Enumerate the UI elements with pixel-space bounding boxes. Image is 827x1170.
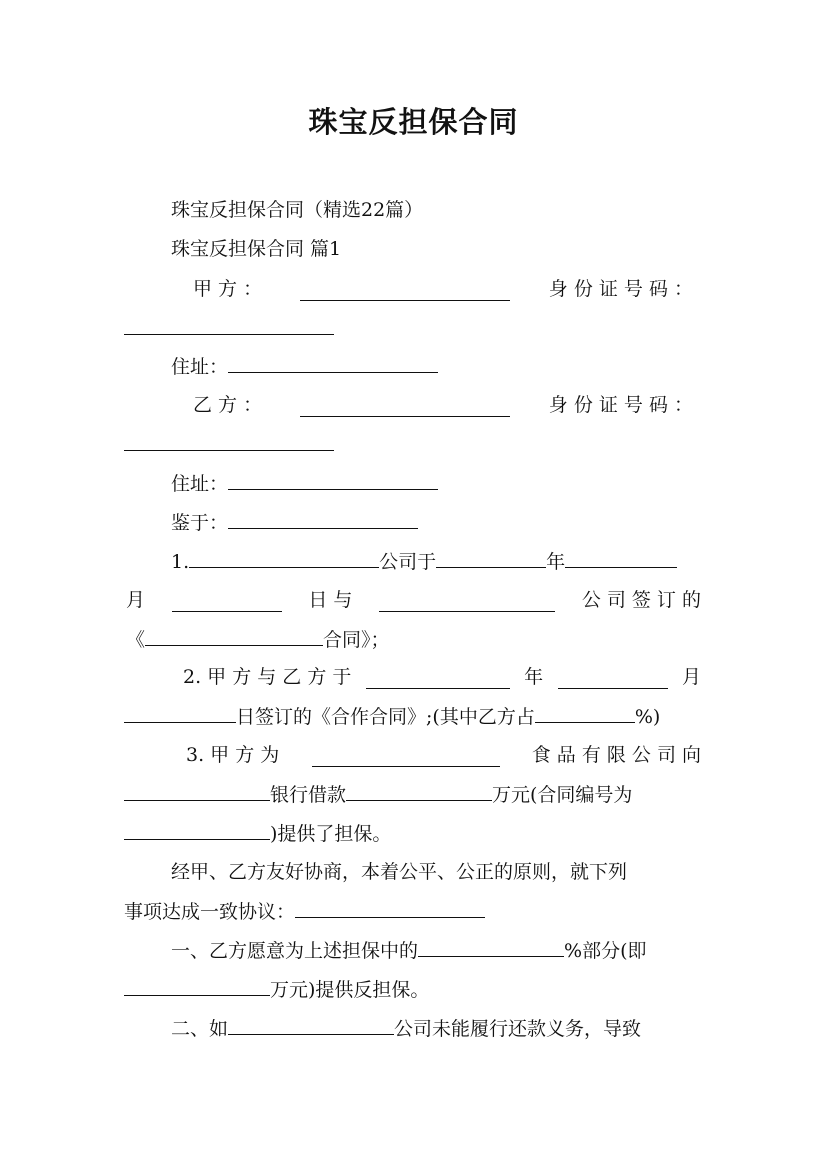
item3-bank-blank[interactable] (124, 782, 270, 801)
item1-line2 (126, 588, 701, 612)
item3-line3 (124, 821, 391, 846)
item1-month-text: 月 (126, 589, 146, 611)
party-b-address-label: 住址： (171, 473, 229, 495)
item1-year-text: 年 (546, 551, 566, 573)
item3-company-text: 食 品 有 限 公 司 向 (531, 744, 701, 766)
item1-line1 (171, 549, 677, 574)
clause1-percent-blank[interactable] (418, 938, 564, 957)
party-a-address-line (171, 354, 438, 379)
party-a-label: 甲 方 ： (193, 278, 263, 300)
item3-bank-text: 银行借款 (270, 784, 347, 806)
party-a-id-blank[interactable] (124, 316, 334, 335)
section-heading: 珠宝反担保合同 篇1 (171, 238, 342, 260)
clause2-company-blank[interactable] (228, 1016, 394, 1035)
item1-num: 1. (171, 551, 190, 573)
item2-day-blank[interactable] (124, 704, 236, 723)
party-b-name-blank[interactable] (300, 398, 510, 417)
party-a-name-blank[interactable] (300, 282, 510, 301)
item1-day-with-text: 日 与 (308, 589, 353, 611)
whereas-blank[interactable] (228, 510, 418, 529)
item2-percent-blank[interactable] (535, 704, 635, 723)
item3-company-blank[interactable] (312, 748, 500, 767)
party-a-address-label: 住址： (171, 356, 229, 378)
party-b-id-line (124, 432, 334, 457)
party-a-address-blank[interactable] (228, 354, 438, 373)
subtitle: 珠宝反担保合同（精选22篇） (171, 199, 424, 221)
item1-signed-text: 公 司 签 订 的 (581, 589, 701, 611)
clause1-line1 (171, 938, 646, 963)
item2-month-blank[interactable] (558, 670, 668, 689)
consensus-line2 (124, 899, 485, 924)
consensus-text: 事项达成一致协议： (124, 901, 296, 923)
clause2-end: 公司未能履行还款义务，导致 (394, 1018, 642, 1040)
item2-year-text: 年 (524, 666, 544, 688)
item1-open-quote: 《 (126, 629, 146, 651)
clause1-end: 万元)提供反担保。 (270, 979, 430, 1001)
item2-line2 (124, 704, 660, 729)
item2-percent-text: %) (634, 706, 661, 728)
item2-line1 (183, 665, 701, 689)
item3-text: 3. 甲 方 为 (186, 744, 280, 766)
clause2-start: 二、如 (171, 1018, 229, 1040)
item1-month-blank[interactable] (565, 549, 677, 568)
item1-day-blank[interactable] (172, 593, 282, 612)
party-a-line (193, 277, 693, 301)
clause1-start: 一、乙方愿意为上述担保中的 (171, 940, 419, 962)
item3-amount-blank[interactable] (346, 782, 492, 801)
item1-contract-blank[interactable] (145, 627, 323, 646)
consensus-blank[interactable] (295, 899, 485, 918)
document-title: 珠宝反担保合同 (308, 105, 519, 139)
item2-signed-text: 日签订的《合作合同》;(其中乙方占 (236, 706, 535, 728)
item3-end-text: )提供了担保。 (270, 823, 392, 845)
party-b-label: 乙 方 ： (193, 394, 263, 416)
clause2-line1 (171, 1016, 641, 1041)
party-b-address-blank[interactable] (228, 471, 438, 490)
whereas-line (171, 510, 418, 535)
clause1-part: %部分(即 (564, 940, 647, 962)
item1-company-text: 公司于 (379, 551, 437, 573)
item2-month-text: 月 (681, 666, 701, 688)
consensus-line1: 经甲、乙方友好协商，本着公平、公正的原则，就下列 (171, 861, 628, 883)
party-b-address-line (171, 471, 438, 496)
item1-line3 (126, 627, 390, 652)
item3-amount-text: 万元(合同编号为 (492, 784, 633, 806)
item3-line2 (124, 782, 632, 807)
whereas-label: 鉴于： (171, 512, 229, 534)
clause1-line2 (124, 977, 429, 1002)
party-a-id-line (124, 316, 334, 341)
party-b-id-label: 身 份 证 号 码 ： (548, 394, 693, 416)
party-b-line (193, 393, 693, 417)
clause1-amount-blank[interactable] (124, 977, 270, 996)
item1-year-blank[interactable] (436, 549, 546, 568)
item2-year-blank[interactable] (366, 670, 510, 689)
item2-text: 2. 甲 方 与 乙 方 于 (183, 666, 352, 688)
item3-line1 (186, 743, 701, 767)
item1-contract-text: 合同》； (323, 629, 390, 651)
party-b-id-blank[interactable] (124, 432, 334, 451)
item1-company-blank[interactable] (189, 549, 379, 568)
item1-party-blank[interactable] (379, 593, 555, 612)
party-a-id-label: 身 份 证 号 码 ： (548, 278, 693, 300)
item3-contract-no-blank[interactable] (124, 821, 270, 840)
